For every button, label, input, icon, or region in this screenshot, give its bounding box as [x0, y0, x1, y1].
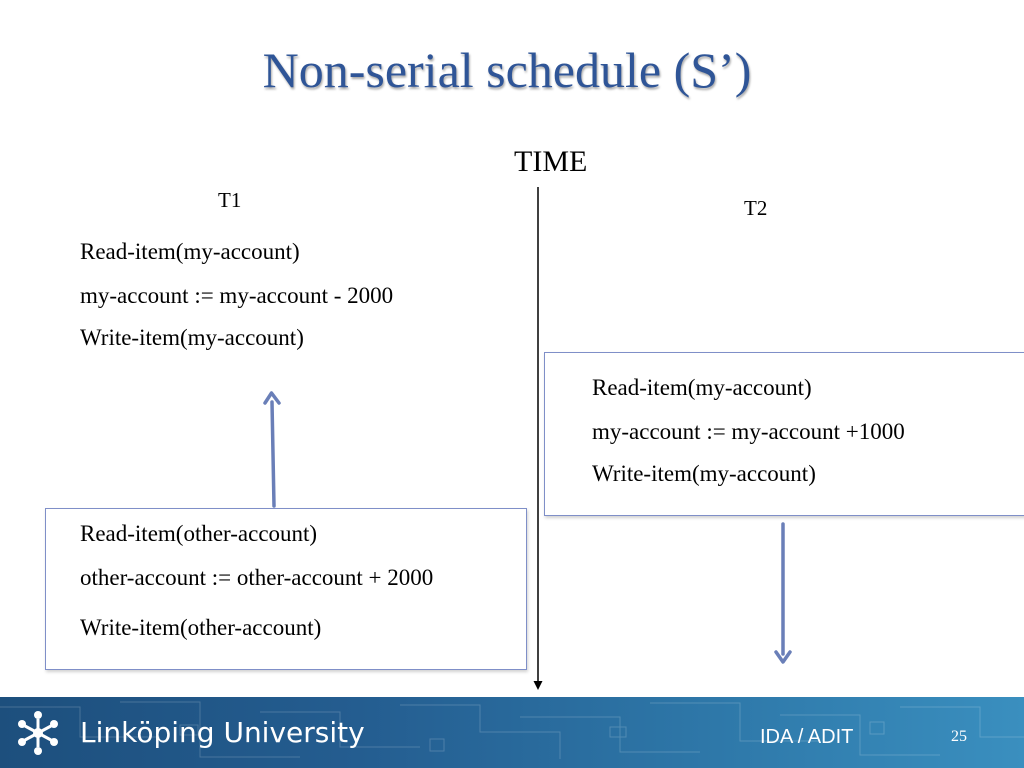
down-arrow-icon: [776, 524, 790, 662]
t1-op-read-other-account: Read-item(other-account): [80, 521, 318, 546]
time-axis-label: TIME: [514, 145, 588, 178]
t1-op-write-other-account: Write-item(other-account): [80, 615, 322, 640]
t2-op-read-my-account: Read-item(my-account): [592, 375, 812, 400]
t2-op-update-my-account: my-account := my-account +1000: [592, 419, 905, 444]
transaction-t2-label: T2: [744, 196, 768, 220]
university-name: Linköping University: [80, 716, 365, 749]
up-arrow-icon: [265, 393, 279, 506]
t1-op-read-my-account: Read-item(my-account): [80, 239, 300, 264]
slide-title: Non-serial schedule (S’): [262, 42, 752, 98]
footer-bar: [0, 697, 1024, 768]
department-label: IDA / ADIT: [760, 726, 854, 748]
liu-logo-icon: [10, 705, 66, 761]
transaction-t1-label: T1: [218, 188, 242, 212]
time-axis-arrow: [534, 187, 543, 690]
t1-op-write-my-account: Write-item(my-account): [80, 325, 304, 350]
t2-op-write-my-account: Write-item(my-account): [592, 461, 816, 486]
page-number: 25: [951, 728, 967, 745]
t1-op-update-my-account: my-account := my-account - 2000: [80, 283, 394, 308]
t1-op-update-other-account: other-account := other-account + 2000: [80, 565, 434, 590]
